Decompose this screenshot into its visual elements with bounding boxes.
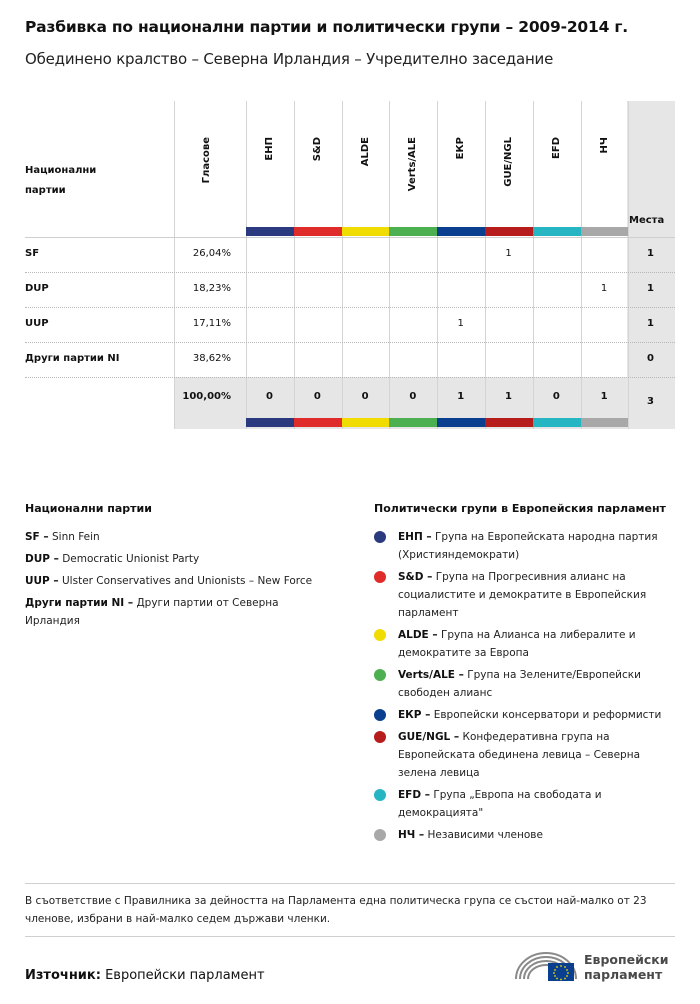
group-color-dot bbox=[374, 531, 386, 543]
national-party-legend-item: SF – Sinn Fein bbox=[25, 531, 100, 543]
political-group-legend-item: ЕКР – Европейски консерватори и реформисти bbox=[398, 709, 662, 721]
group-column-header-1: ЕНП bbox=[264, 137, 275, 161]
votes-share: 38,62% bbox=[192, 353, 231, 364]
row-divider bbox=[25, 237, 675, 238]
source-value: Европейски парламент bbox=[105, 968, 265, 983]
group-color-bar bbox=[342, 418, 390, 427]
group-total-cell: 1 bbox=[600, 391, 608, 402]
political-group-legend-item: S&D – Група на Прогресивния алианс на социалистите и демократите в Европейския парламент bbox=[398, 571, 647, 619]
group-color-bar bbox=[294, 418, 342, 427]
votes-share: 17,11% bbox=[192, 318, 231, 329]
party-name: UUP bbox=[25, 318, 49, 329]
page-subtitle: Обединено кралство – Северна Ирландия – Учредително заседание bbox=[25, 50, 554, 68]
column-divider bbox=[246, 101, 247, 429]
political-group-legend-item: Verts/ALE – Група на Зелените/Европейски свободен алианс bbox=[398, 669, 641, 699]
column-divider bbox=[342, 101, 343, 429]
row-divider bbox=[25, 342, 675, 343]
source-label: Източник: bbox=[25, 968, 101, 983]
group-color-bar bbox=[437, 418, 485, 427]
group-color-dot bbox=[374, 571, 386, 583]
column-divider bbox=[389, 101, 390, 429]
page-title: Разбивка по национални партии и политически групи – 2009-2014 г. bbox=[25, 18, 628, 36]
votes-share: 18,23% bbox=[192, 283, 231, 294]
political-group-legend-item: ЕНП – Група на Европейската народна партия (Християндемократи) bbox=[398, 531, 658, 561]
votes-total: 100,00% bbox=[182, 391, 231, 402]
group-color-bar bbox=[485, 418, 533, 427]
european-parliament-logo bbox=[512, 949, 682, 989]
row-divider bbox=[25, 377, 675, 378]
group-color-dot bbox=[374, 709, 386, 721]
group-color-bar bbox=[294, 227, 342, 236]
group-column-header-5: ЕКР bbox=[455, 137, 467, 160]
party-name: Други партии NI bbox=[25, 353, 120, 364]
grand-total-seats: 3 bbox=[647, 396, 654, 407]
rules-note: В съответствие с Правилника за дейността на Парламента една политическа група се състои най-малко от 23 членове, избрани в най-малко седем държави членки. bbox=[25, 895, 647, 925]
column-divider bbox=[485, 101, 486, 429]
national-party-legend-item: DUP – Democratic Unionist Party bbox=[25, 553, 200, 565]
results-table bbox=[25, 101, 675, 429]
group-column-header-4: Verts/ALE bbox=[407, 137, 419, 192]
divider bbox=[25, 883, 675, 884]
group-color-bar bbox=[437, 227, 485, 236]
group-total-cell: 0 bbox=[266, 391, 273, 402]
parliament-hemicycle-icon bbox=[512, 949, 582, 985]
seats-column-background bbox=[627, 101, 675, 429]
political-group-legend-item: ALDE – Група на Алианса на либералите и демократите за Европа bbox=[398, 629, 636, 659]
group-color-dot bbox=[374, 629, 386, 641]
group-color-dot bbox=[374, 731, 386, 743]
total-seats-cell: 1 bbox=[647, 283, 654, 294]
column-divider bbox=[533, 101, 534, 429]
party-name: DUP bbox=[25, 283, 49, 294]
group-color-bar bbox=[533, 227, 581, 236]
total-seats-cell: 1 bbox=[647, 318, 654, 329]
group-column-header-2: S&D bbox=[311, 137, 323, 162]
group-color-dot bbox=[374, 829, 386, 841]
group-color-bar bbox=[342, 227, 390, 236]
group-color-dot bbox=[374, 789, 386, 801]
group-column-header-3: ALDE bbox=[359, 137, 371, 167]
national-parties-legend-title: Национални партии bbox=[25, 502, 152, 515]
source-line bbox=[25, 968, 265, 983]
national-party-legend-item: Други партии NI – Други партии от Северна Ирландия bbox=[25, 597, 279, 627]
group-total-cell: 0 bbox=[313, 391, 321, 402]
group-color-bar bbox=[533, 418, 581, 427]
votes-column-header: Гласове bbox=[201, 137, 212, 184]
total-seats-cell: 0 bbox=[647, 353, 654, 364]
national-party-legend-item: UUP – Ulster Conservatives and Unionists – New Force bbox=[25, 575, 313, 587]
seat-count-cell: 1 bbox=[457, 318, 464, 329]
group-color-bar bbox=[246, 227, 294, 236]
political-group-legend-item: GUE/NGL – Конфедеративна група на Европейската обединена левица – Северна зелена левица bbox=[398, 731, 640, 779]
group-color-bar bbox=[581, 227, 629, 236]
group-total-cell: 1 bbox=[505, 391, 512, 402]
group-column-header-7: EFD bbox=[550, 137, 562, 159]
group-column-header-6: GUE/NGL bbox=[503, 137, 514, 187]
seats-column-header: Места bbox=[629, 215, 665, 226]
political-groups-legend-title: Политически групи в Европейския парламент bbox=[374, 502, 666, 515]
column-divider bbox=[174, 101, 175, 429]
column-divider bbox=[294, 101, 295, 429]
political-group-legend-item: НЧ – Независими членове bbox=[398, 829, 543, 841]
group-total-cell: 0 bbox=[409, 391, 417, 402]
group-total-cell: 0 bbox=[361, 391, 369, 402]
group-color-bar bbox=[485, 227, 533, 236]
group-color-dot bbox=[374, 669, 386, 681]
column-divider bbox=[437, 101, 438, 429]
seat-count-cell: 1 bbox=[600, 283, 608, 294]
total-seats-cell: 1 bbox=[647, 248, 654, 259]
group-color-bar bbox=[581, 418, 629, 427]
group-color-bar bbox=[389, 227, 437, 236]
group-total-cell: 1 bbox=[457, 391, 465, 402]
group-color-bar bbox=[389, 418, 437, 427]
party-name: SF bbox=[25, 248, 40, 259]
political-group-legend-item: EFD – Група „Европа на свободата и демокрацията" bbox=[398, 789, 602, 819]
logo-text: Европейски парламент bbox=[584, 952, 669, 982]
votes-share: 26,04% bbox=[192, 248, 231, 259]
party-column-header: Национални партии bbox=[25, 165, 97, 196]
seat-count-cell: 1 bbox=[505, 248, 512, 259]
row-divider bbox=[25, 272, 675, 273]
column-divider bbox=[628, 101, 629, 429]
group-column-header-8: НЧ bbox=[598, 137, 610, 154]
row-divider bbox=[25, 307, 675, 308]
group-color-bar bbox=[246, 418, 294, 427]
column-divider bbox=[581, 101, 582, 429]
divider bbox=[25, 936, 675, 937]
group-total-cell: 0 bbox=[552, 391, 560, 402]
